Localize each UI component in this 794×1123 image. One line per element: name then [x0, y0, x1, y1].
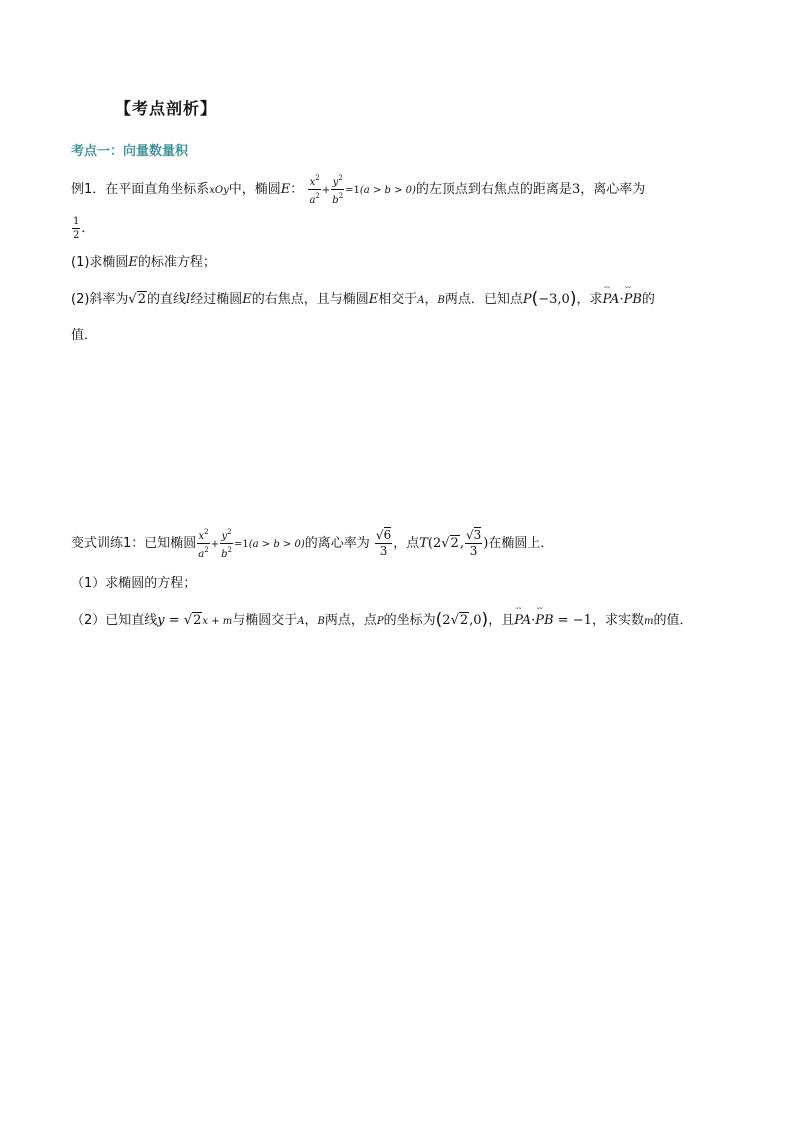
coord-system: xOy [209, 185, 229, 196]
example-1-line-1: 例1．在平面直角坐标系xOy中，椭圆E： $\frac{x^2}{a^2}$ + $\frac{y^2}{b^2}$ =1(a > b > 0)的左顶点到右焦点的距离是3，离心率为 [71, 174, 646, 206]
point-b: B [437, 295, 445, 306]
period: ． [81, 221, 95, 236]
q1-text-end: 的标准方程； [137, 255, 216, 270]
variant-question-1: （1）求椭圆的方程； [71, 576, 197, 591]
q2-text: 经过椭圆 [190, 292, 243, 307]
q2-text: 两点．已知点 [444, 292, 523, 307]
q2-text: 相交于 [378, 292, 418, 307]
eccentricity-fraction: $\frac{1}{2}$ [73, 216, 80, 241]
q2-text: 的 [641, 292, 655, 307]
dot-product-value: −1 [572, 613, 592, 628]
variant-lead: 变式训练1：已知椭圆 [71, 536, 197, 551]
frac-x2-a2: $\frac{x^2}{a^2}$ [198, 528, 209, 560]
line-rest: x + m [202, 616, 233, 627]
frac-x2-a2: $\frac{x^2}{a^2}$ [309, 174, 320, 206]
q2-text: （2）已知直线 [71, 613, 158, 628]
point-p: P [522, 292, 532, 307]
line-name: l [186, 292, 191, 307]
point-t: T [419, 536, 428, 551]
q1-text: (1)求椭圆 [71, 255, 129, 270]
separator: ， [304, 613, 318, 628]
frac-y2-b2: $\frac{y^2}{b^2}$ [332, 174, 344, 206]
sqrt3-over-3: $\frac{√3}{3}$ [465, 528, 482, 558]
line-y: y [157, 613, 165, 628]
vector-pa: ˘˘ PA [514, 611, 531, 631]
example-1-question-1 [71, 253, 216, 273]
curve-name: E [128, 255, 138, 270]
curve-name: E [280, 182, 291, 197]
point-p-coords: −3,0 [538, 292, 570, 307]
q2-text: ，求 [576, 292, 603, 307]
example-text: 中，椭圆 [228, 182, 281, 197]
example-1-line-2 [71, 215, 94, 242]
param-m: m [643, 616, 654, 627]
q2-text: ，求实数 [591, 613, 644, 628]
variant-desc: 在椭圆上． [488, 536, 554, 551]
point-a: A [297, 616, 305, 627]
curve-name: E [242, 292, 252, 307]
q2-text: ，且 [488, 613, 515, 628]
q2-text: 的右焦点，且与椭圆 [251, 292, 369, 307]
curve-name: E [368, 292, 379, 307]
variant-line-1: 变式训练1：已知椭圆 $\frac{x^2}{a^2}$ + $\frac{y^2}{b^2}$ =1(a > b > 0)的离心率为 $\frac{√6}{3}$ ，点T(2√2, $\frac{√3}{3}$ )在椭圆上． [71, 528, 554, 560]
section-heading: 【考点剖析】 [115, 99, 218, 118]
ellipse-condition: (a > b > 0) [248, 539, 305, 550]
vector-pa: ˘˘ PA [602, 290, 619, 310]
variant-desc: 的离心率为 [304, 536, 370, 551]
example-lead: 例1．在平面直角坐标系 [71, 182, 210, 197]
example-1-question-2-tail: 值． [71, 328, 98, 343]
sqrt-2: √2 [128, 292, 146, 307]
frac-y2-b2: $\frac{y^2}{b^2}$ [221, 528, 232, 560]
q2-text: 两点，点 [324, 613, 377, 628]
ellipse-condition: (a > b > 0) [359, 185, 416, 196]
example-desc: 的左顶点到右焦点的距离是 [415, 182, 572, 197]
vector-pb: ˘˘ PB [624, 290, 642, 310]
q2-text: 的坐标为 [383, 613, 436, 628]
q2-text: 的直线 [147, 292, 187, 307]
eccentricity-fraction: $\frac{√6}{3}$ [375, 528, 392, 558]
point-b: B [317, 616, 325, 627]
sqrt-2: √2 [441, 536, 459, 551]
distance-value: 3 [571, 182, 581, 197]
colon: ： [290, 182, 304, 197]
variant-desc: ，点 [393, 536, 420, 551]
q2-text: (2)斜率为 [71, 292, 129, 307]
separator: ， [424, 292, 438, 307]
q2-text: 与椭圆交于 [232, 613, 298, 628]
example-1-question-2: (2)斜率为√2的直线l经过椭圆E的右焦点，且与椭圆E相交于A，B两点．已知点P(−3,0)，求˘˘ PA·˘˘ PB的 [71, 289, 655, 311]
point-p: P [376, 616, 384, 627]
vector-pb: ˘˘ PB [535, 611, 553, 631]
variant-question-2: （2）已知直线y = √2x + m与椭圆交于A，B两点，点P的坐标为(2√2,0)，且˘˘ PA·˘˘ PB = −1，求实数m的值． [71, 610, 692, 632]
sqrt-2: √2 [183, 613, 202, 628]
example-desc-2: ，离心率为 [580, 182, 646, 197]
sqrt-2: √2 [450, 613, 469, 628]
point-a: A [417, 295, 425, 306]
q2-text: 的值． [653, 613, 693, 628]
topic-title: 考点一：向量数量积 [71, 144, 189, 159]
